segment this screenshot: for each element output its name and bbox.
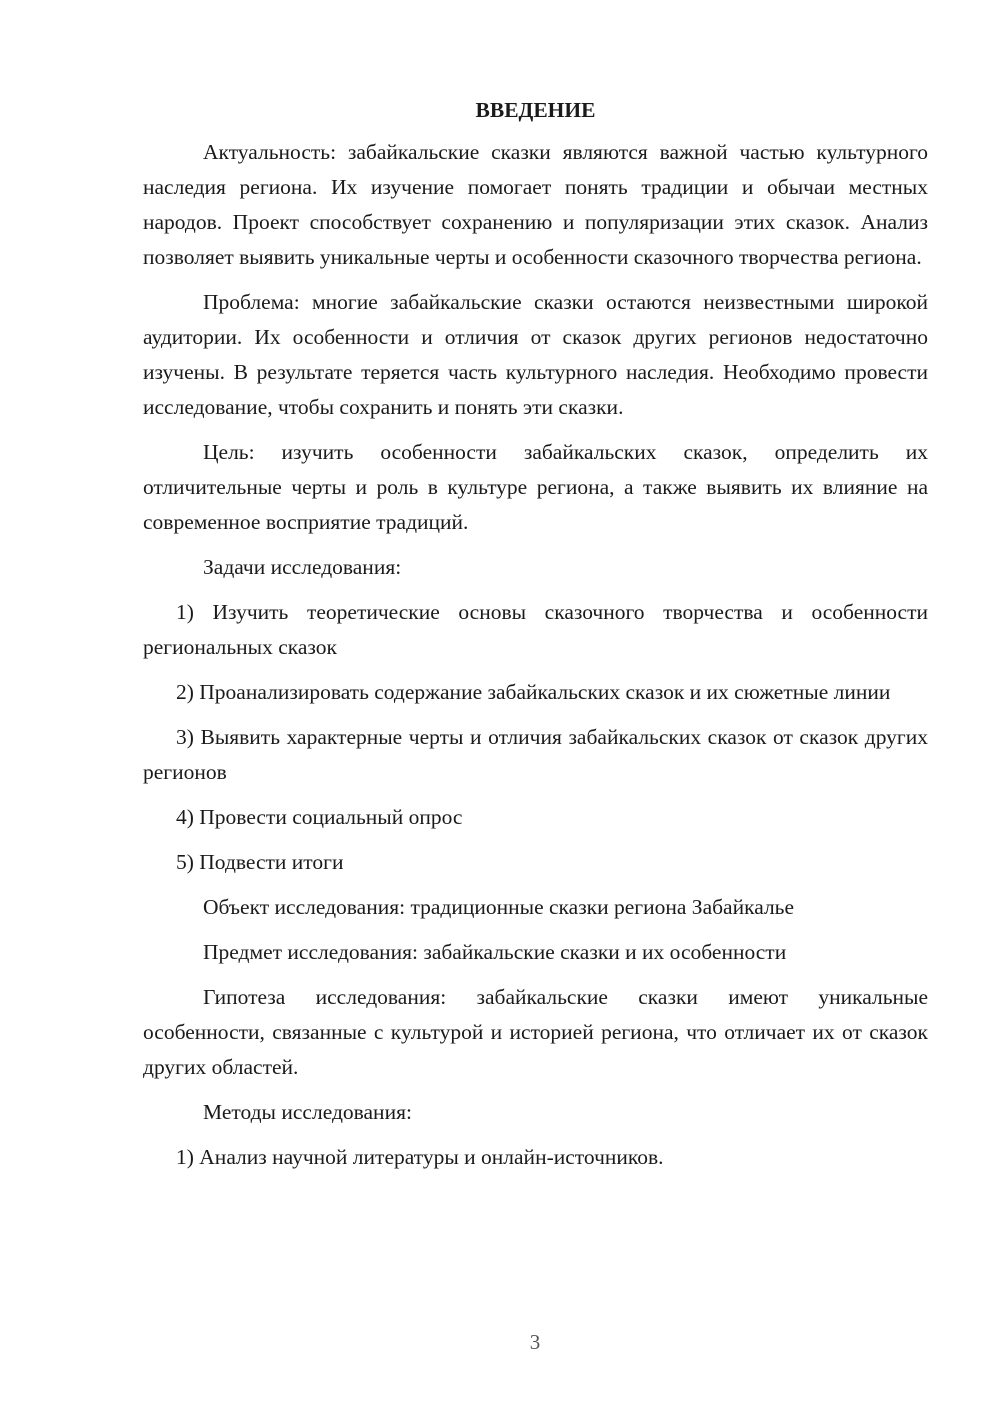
task-item-2: 2) Проанализировать содержание забайкальских сказок и их сюжетные линии xyxy=(176,680,891,704)
methods-heading: Методы исследования: xyxy=(203,1100,412,1124)
task-item-4: 4) Провести социальный опрос xyxy=(176,805,463,829)
document-title: ВВЕДЕНИЕ xyxy=(475,98,596,122)
page-number: 3 xyxy=(529,1330,541,1354)
relevance-paragraph: Актуальность: забайкальские сказки являются важной частью культурного наследия региона. Их изучение помогает понять традиции и обычаи местных народов. Проект способствует сохранению и популяризации этих сказок. Анализ позволяет выявить уникальные черты и особенности сказочного творчества региона. xyxy=(143,140,928,269)
problem-paragraph: Проблема: многие забайкальские сказки остаются неизвестными широкой аудитории. Их особенности и отличия от сказок других регионов недостаточно изучены. В результате теряется часть культурного наследия. Необходимо провести исследование, чтобы сохранить и понять эти сказки. xyxy=(143,290,928,419)
goal-paragraph: Цель: изучить особенности забайкальских сказок, определить их отличительные черты и роль в культуре региона, а также выявить их влияние на современное восприятие традиций. xyxy=(143,440,928,534)
research-object: Объект исследования: традиционные сказки региона Забайкалье xyxy=(203,895,795,919)
method-item-1: 1) Анализ научной литературы и онлайн-источников. xyxy=(176,1145,664,1169)
document-page xyxy=(143,95,928,1185)
research-hypothesis: Гипотеза исследования: забайкальские сказки имеют уникальные особенности, связанные с культурой и историей региона, что отличает их от сказок других областей. xyxy=(143,985,928,1079)
research-subject: Предмет исследования: забайкальские сказки и их особенности xyxy=(203,940,787,964)
tasks-heading: Задачи исследования: xyxy=(203,555,402,579)
task-item-3: 3) Выявить характерные черты и отличия забайкальских сказок от сказок других регионов xyxy=(143,725,928,784)
task-item-5: 5) Подвести итоги xyxy=(176,850,344,874)
task-item-1: 1) Изучить теоретические основы сказочного творчества и особенности региональных сказок xyxy=(143,600,928,659)
